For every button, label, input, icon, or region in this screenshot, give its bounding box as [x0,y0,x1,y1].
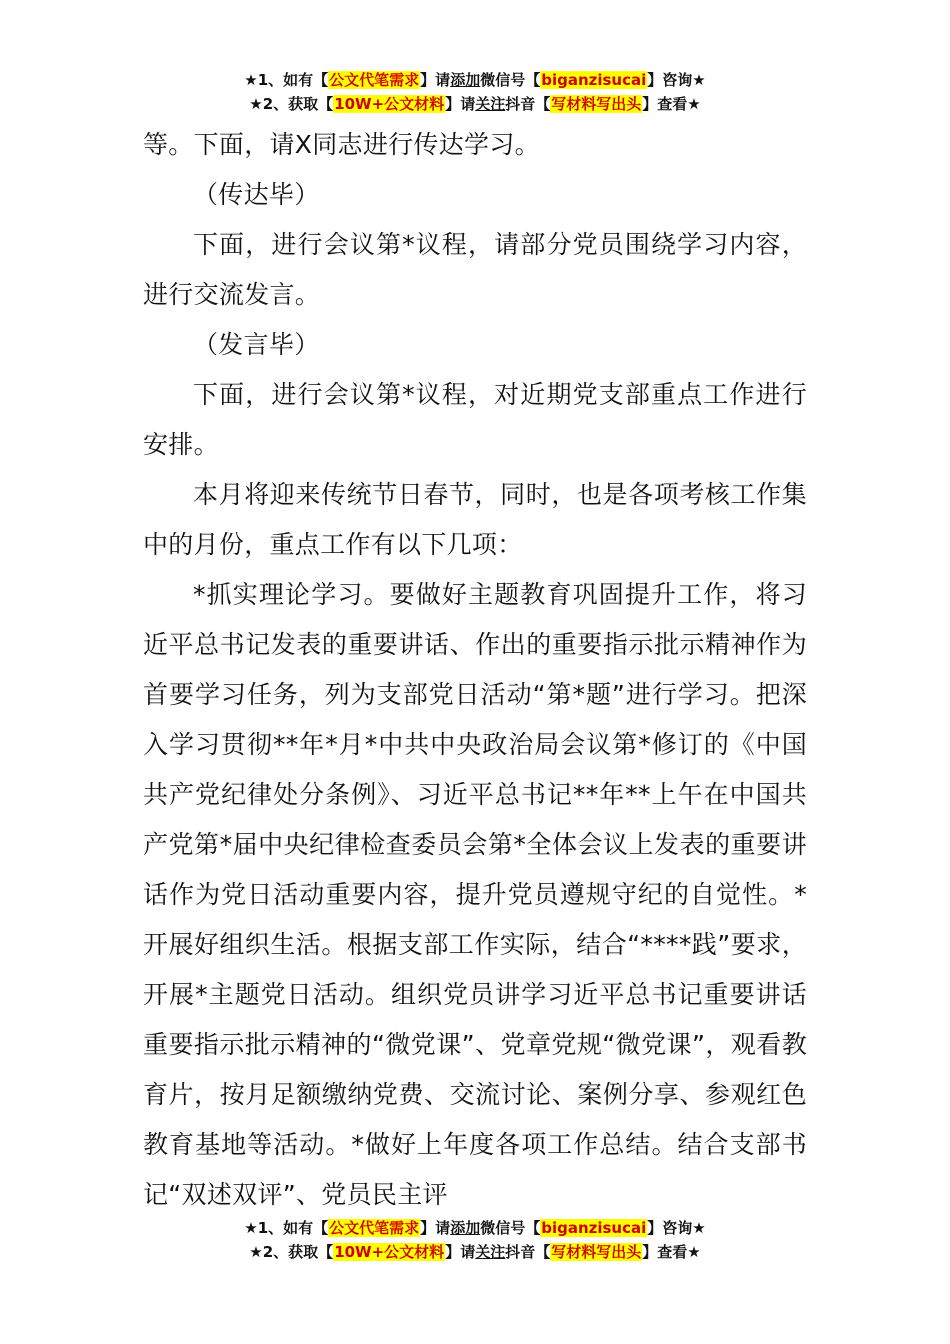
banner-highlight: 10W+公文材料 [334,1243,445,1261]
banner-line-2 [0,92,950,116]
paragraph: （传达毕） [193,180,320,209]
banner-text: ★2、获取【 [249,1243,334,1261]
banner-text: 】请 [420,71,451,89]
banner-text: 抖音【 [505,95,551,113]
banner-highlight: 写材料写出头 [551,1243,642,1261]
banner-highlight: 公文代笔需求 [329,71,420,89]
banner-text: ★1、如有【 [244,1219,329,1237]
banner-text: 】咨询★ [647,1219,706,1237]
banner-underline: 关注 [475,1243,506,1261]
banner-underline: 添加 [450,1219,481,1237]
paragraph: 下面，进行会议第*议程，请部分党员围绕学习内容，进行交流发言。 [143,230,807,309]
banner-underline: 添加 [450,71,481,89]
banner-underline: 关注 [475,95,506,113]
banner-text: 抖音【 [505,1243,551,1261]
banner-line-1 [0,68,950,92]
banner-text: 】请 [445,95,476,113]
banner-highlight: biganzisucai [541,1219,647,1237]
banner-line-2 [0,1240,950,1264]
paragraph: （发言毕） [193,330,320,359]
banner-text: 】请 [445,1243,476,1261]
banner-text: 】查看★ [642,1243,701,1261]
banner-text: 】咨询★ [647,71,706,89]
paragraph: 本月将迎来传统节日春节，同时，也是各项考核工作集中的月份，重点工作有以下几项： [143,480,807,559]
banner-highlight: 10W+公文材料 [334,95,445,113]
header-banner [0,68,950,116]
banner-text: 微信号【 [480,1219,541,1237]
banner-text: 微信号【 [480,71,541,89]
footer-banner [0,1216,950,1264]
banner-text: ★2、获取【 [249,95,334,113]
banner-line-1 [0,1216,950,1240]
banner-highlight: biganzisucai [541,71,647,89]
banner-text: ★1、如有【 [244,71,329,89]
paragraph: 下面，进行会议第*议程，对近期党支部重点工作进行安排。 [143,380,807,459]
document-body [143,120,807,1220]
banner-highlight: 写材料写出头 [551,95,642,113]
paragraph: 等。下面，请X同志进行传达学习。 [143,130,540,159]
paragraph: *抓实理论学习。要做好主题教育巩固提升工作，将习近平总书记发表的重要讲话、作出的重要指示批示精神作为首要学习任务，列为支部党日活动“第*题”进行学习。把深入学习贯彻**年*月*中共中央政治局会议第*修订的《中国共产党纪律处分条例》、习近平总书记**年**上午在中国共产党第*届中央纪律检查委员会第*全体会议上发表的重要讲话作为党日活动重要内容，提升党员遵规守纪的自觉性。*开展好组织生活。根据支部工作实际，结合“****践”要求，开展*主题党日活动。组织党员讲学习近平总书记重要讲话重要指示批示精神的“微党课”、党章党规“微党课”，观看教育片，按月足额缴纳党费、交流讨论、案例分享、参观红色教育基地等活动。*做好上年度各项工作总结。结合支部书记“双述双评”、党员民主评 [143,580,807,1209]
banner-text: 】请 [420,1219,451,1237]
banner-highlight: 公文代笔需求 [329,1219,420,1237]
banner-text: 】查看★ [642,95,701,113]
